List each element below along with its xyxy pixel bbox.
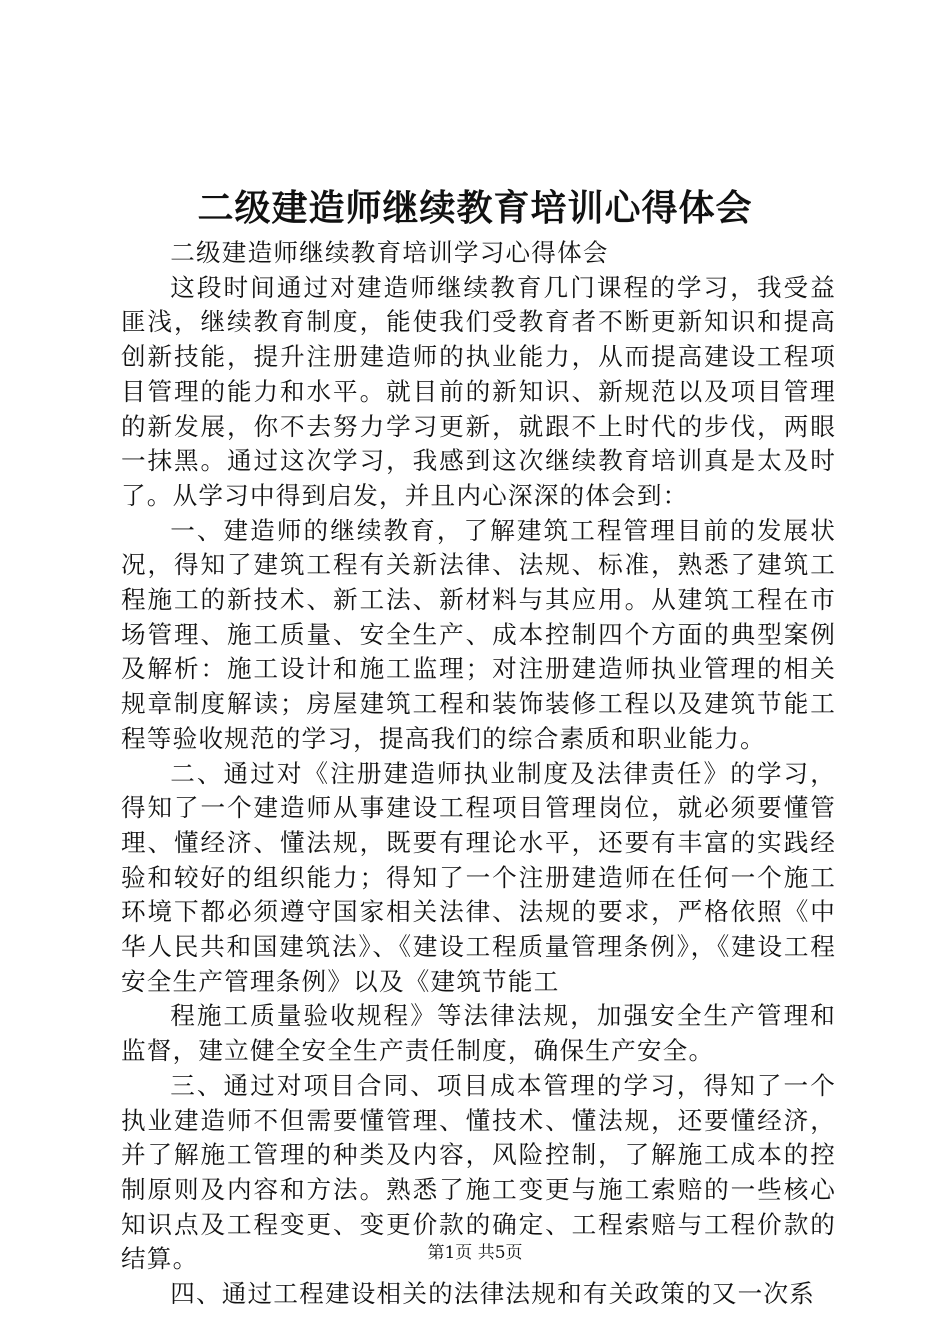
page-number-footer: 第1页 共5页 [427, 1243, 523, 1263]
body-paragraph: 程施工质量验收规程》等法律法规，加强安全生产管理和监督，建立健全安全生产责任制度，确保生产安全。 [121, 1001, 836, 1066]
document-title: 二级建造师继续教育培训心得体会 [197, 188, 753, 229]
body-paragraph: 这段时间通过对建造师继续教育几门课程的学习，我受益匪浅，继续教育制度，能使我们受教育者不断更新知识和提高创新技能，提升注册建造师的执业能力，从而提高建设工程项目管理的能力和水平。就目前的新知识、新规范以及项目管理的新发展，你不去努力学习更新，就跟不上时代的步伐，两眼一抹黑。通过这次学习，我感到这次继续教育培训真是太及时了。从学习中得到启发，并且内心深深的体会到： [121, 272, 836, 510]
body-paragraph: 二、通过对《注册建造师执业制度及法律责任》的学习，得知了一个建造师从事建设工程项目管理岗位，就必须要懂管理、懂经济、懂法规，既要有理论水平，还要有丰富的实践经验和较好的组织能力；得知了一个注册建造师在任何一个施工环境下都必须遵守国家相关法律、法规的要求，严格依照《中华人民共和国建筑法》、《建设工程质量管理条例》，《建设工程安全生产管理条例》以及《建筑节能工 [121, 758, 836, 996]
body-paragraph: 一、建造师的继续教育，了解建筑工程管理目前的发展状况，得知了建筑工程有关新法律、法规、标准，熟悉了建筑工程施工的新技术、新工法、新材料与其应用。从建筑工程在市场管理、施工质量、安全生产、成本控制四个方面的典型案例及解析：施工设计和施工监理；对注册建造师执业管理的相关规章制度解读；房屋建筑工程和装饰装修工程以及建筑节能工程等验收规范的学习，提高我们的综合素质和职业能力。 [121, 515, 836, 753]
body-paragraph: 四、通过工程建设相关的法律法规和有关政策的又一次系 [170, 1279, 816, 1309]
body-paragraph: 三、通过对项目合同、项目成本管理的学习，得知了一个执业建造师不但需要懂管理、懂技术、懂法规，还要懂经济，并了解施工管理的种类及内容，风险控制，了解施工成本的控制原则及内容和方法。熟悉了施工变更与施工索赔的一些核心知识点及工程变更、变更价款的确定、工程索赔与工程价款的结算。 [121, 1070, 836, 1274]
document-subtitle: 二级建造师继续教育培训学习心得体会 [170, 238, 609, 267]
document-body [121, 236, 836, 1312]
